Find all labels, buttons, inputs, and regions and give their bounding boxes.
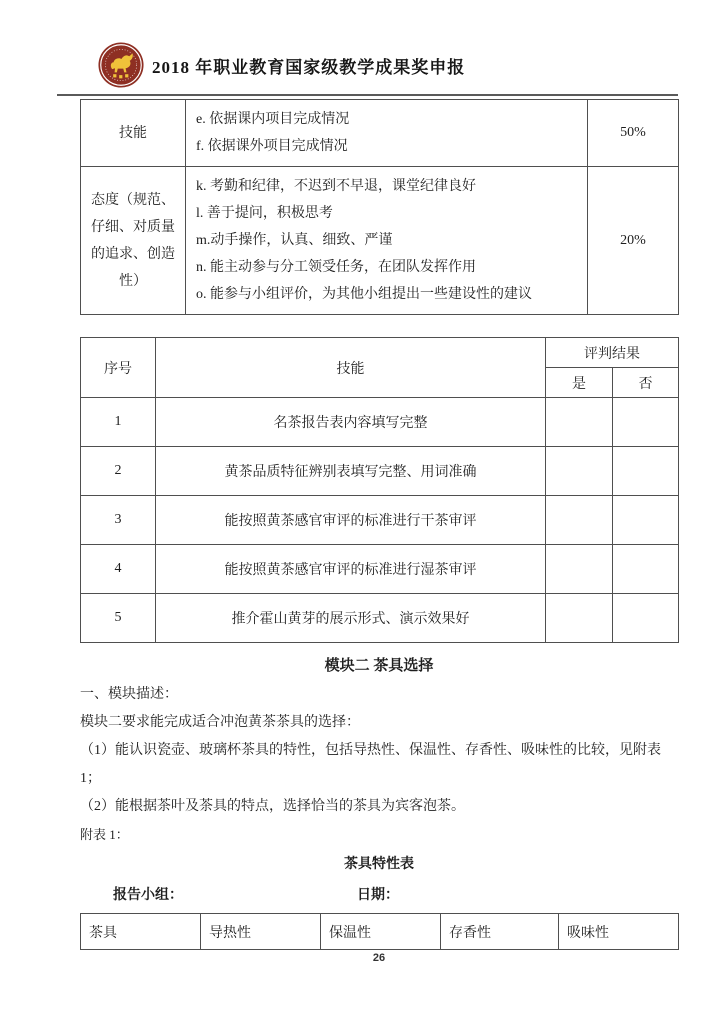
teaware-header-row xyxy=(81,914,679,950)
no-cell xyxy=(613,496,679,545)
skill-row xyxy=(81,594,679,643)
col-header-heat-conduct: 导热性 xyxy=(201,914,321,950)
col-header-skill: 技能 xyxy=(156,338,546,398)
no-cell xyxy=(613,398,679,447)
col-header-no: 否 xyxy=(613,368,679,398)
col-header-yes: 是 xyxy=(546,368,613,398)
module-description-label: 一、模块描述： xyxy=(80,687,178,702)
skill-text: 推介霍山黄芽的展示形式、演示效果好 xyxy=(156,594,546,643)
row-number: 4 xyxy=(81,545,156,594)
skill-text: 名茶报告表内容填写完整 xyxy=(156,398,546,447)
module-point-1: （1）能认识瓷壶、玻璃杯茶具的特性，包括导热性、保温性、存香性、吸味性的比较，见附表 1； xyxy=(80,743,661,786)
row-number: 3 xyxy=(81,496,156,545)
no-cell xyxy=(613,545,679,594)
col-header-teaware: 茶具 xyxy=(81,914,201,950)
skill-row xyxy=(81,496,679,545)
col-header-heat-retain: 保温性 xyxy=(321,914,441,950)
col-header-aroma-retain: 存香性 xyxy=(441,914,559,950)
col-header-result: 评判结果 xyxy=(546,338,679,368)
page-header xyxy=(57,40,678,96)
yes-cell xyxy=(546,398,613,447)
skill-text: 能按照黄茶感官审评的标准进行干茶审评 xyxy=(156,496,546,545)
criteria-items-cell xyxy=(186,100,588,167)
criteria-items-cell xyxy=(186,167,588,315)
report-labels-row xyxy=(80,883,678,909)
module-heading: 模块二 茶具选择 xyxy=(324,658,434,674)
skill-checklist-table xyxy=(80,337,679,643)
report-group-label: 报告小组： xyxy=(113,888,183,903)
skill-row xyxy=(81,398,679,447)
grading-row-skill xyxy=(81,100,679,167)
yes-cell xyxy=(546,545,613,594)
row-number: 1 xyxy=(81,398,156,447)
no-cell xyxy=(613,594,679,643)
school-seal-icon xyxy=(98,42,144,88)
criteria-item: f. 依据课外项目完成情况 xyxy=(196,139,348,154)
module-point-2: （2）能根据茶叶及茶具的特点，选择恰当的茶具为宾客泡茶。 xyxy=(80,799,465,814)
skill-text: 能按照黄茶感官审评的标准进行湿茶审评 xyxy=(156,545,546,594)
yes-cell xyxy=(546,496,613,545)
teaware-property-table xyxy=(80,913,679,950)
page-number: 26 xyxy=(372,952,386,964)
weight-cell: 50% xyxy=(588,100,679,167)
no-cell xyxy=(613,447,679,496)
skill-row xyxy=(81,545,679,594)
col-header-number: 序号 xyxy=(81,338,156,398)
criteria-item: e. 依据课内项目完成情况 xyxy=(196,112,350,127)
module-requirement: 模块二要求能完成适合冲泡黄茶茶具的选择： xyxy=(80,715,360,730)
category-cell: 技能 xyxy=(81,100,186,167)
criteria-item: o. 能参与小组评价，为其他小组提出一些建设性的建议 xyxy=(196,287,532,302)
criteria-item: k. 考勤和纪律，不迟到不早退，课堂纪律良好 xyxy=(196,179,476,194)
criteria-item: n. 能主动参与分工领受任务，在团队发挥作用 xyxy=(196,260,476,275)
criteria-item: l. 善于提问，积极思考 xyxy=(196,206,333,221)
yes-cell xyxy=(546,447,613,496)
row-number: 2 xyxy=(81,447,156,496)
grading-criteria-table xyxy=(80,99,679,315)
criteria-item: m.动手操作，认真、细致、严谨 xyxy=(196,233,393,248)
yes-cell xyxy=(546,594,613,643)
document-title: 2018 年职业教育国家级教学成果奖申报 xyxy=(152,57,466,77)
skill-row xyxy=(81,447,679,496)
grading-row-attitude xyxy=(81,167,679,315)
category-cell: 态度（规范、仔细、对质量的追求、创造性） xyxy=(81,167,186,315)
skill-text: 黄茶品质特征辨别表填写完整、用词准确 xyxy=(156,447,546,496)
checklist-header-row xyxy=(81,338,679,368)
appendix-label: 附表 1： xyxy=(80,827,129,842)
col-header-odor-absorb: 吸味性 xyxy=(559,914,679,950)
row-number: 5 xyxy=(81,594,156,643)
date-label: 日期： xyxy=(357,888,399,903)
weight-cell: 20% xyxy=(588,167,679,315)
appendix-table-title: 茶具特性表 xyxy=(344,857,414,872)
